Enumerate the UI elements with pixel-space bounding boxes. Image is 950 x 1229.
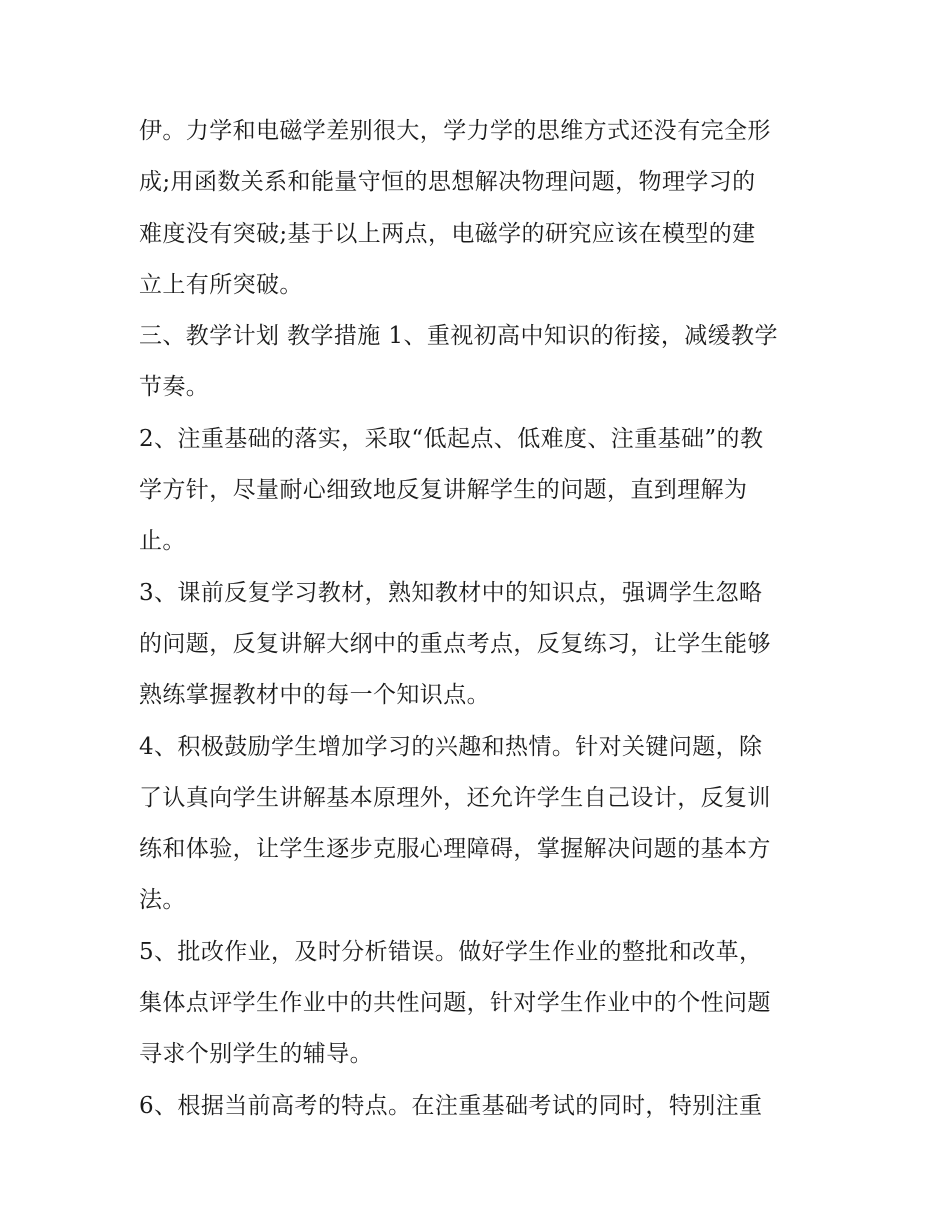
list-item-line: 5、批改作业，及时分析错误。做好学生作业的整批和改革， [139,938,763,965]
text-line: 熟练掌握教材中的每一个知识点。 [139,682,490,709]
text-line: 伊。力学和电磁学差别很大，学力学的思维方式还没有完全形 [139,118,771,144]
text-line: 止。 [139,528,186,555]
list-item-line: 2、注重基础的落实，采取“低起点、低难度、注重基础”的教 [139,425,764,452]
text-line: 寻求个别学生的辅导。 [139,1041,373,1068]
text-line: 学方针，尽量耐心细致地反复讲解学生的问题，直到理解为 [139,477,748,504]
document-body [139,108,819,1134]
text-line: 了认真向学生讲解基本原理外，还允许学生自己设计，反复训 [139,784,771,811]
text-line: 难度没有突破;基于以上两点，电磁学的研究应该在模型的建 [139,220,756,247]
text-line: 练和体验，让学生逐步克服心理障碍，掌握解决问题的基本方 [139,836,771,863]
list-item-line: 6、根据当前高考的特点。在注重基础考试的同时，特别注重 [139,1092,763,1119]
text-line: 的问题，反复讲解大纲中的重点考点，反复练习，让学生能够 [139,630,771,657]
list-item-line: 3、课前反复学习教材，熟知教材中的知识点，强调学生忽略 [139,579,763,606]
list-item-line: 4、积极鼓励学生增加学习的兴趣和热情。针对关键问题，除 [139,733,763,760]
text-line: 节奏。 [139,374,210,401]
section-heading-line: 三、教学计划 教学措施 1、重视初高中知识的衔接，减缓教学 [139,323,778,350]
text-line: 立上有所突破。 [139,271,303,298]
text-line: 法。 [139,887,186,914]
text-line: 集体点评学生作业中的共性问题，针对学生作业中的个性问题 [139,990,771,1017]
text-line: 成;用函数关系和能量守恒的思想解决物理问题，物理学习的 [139,169,756,196]
